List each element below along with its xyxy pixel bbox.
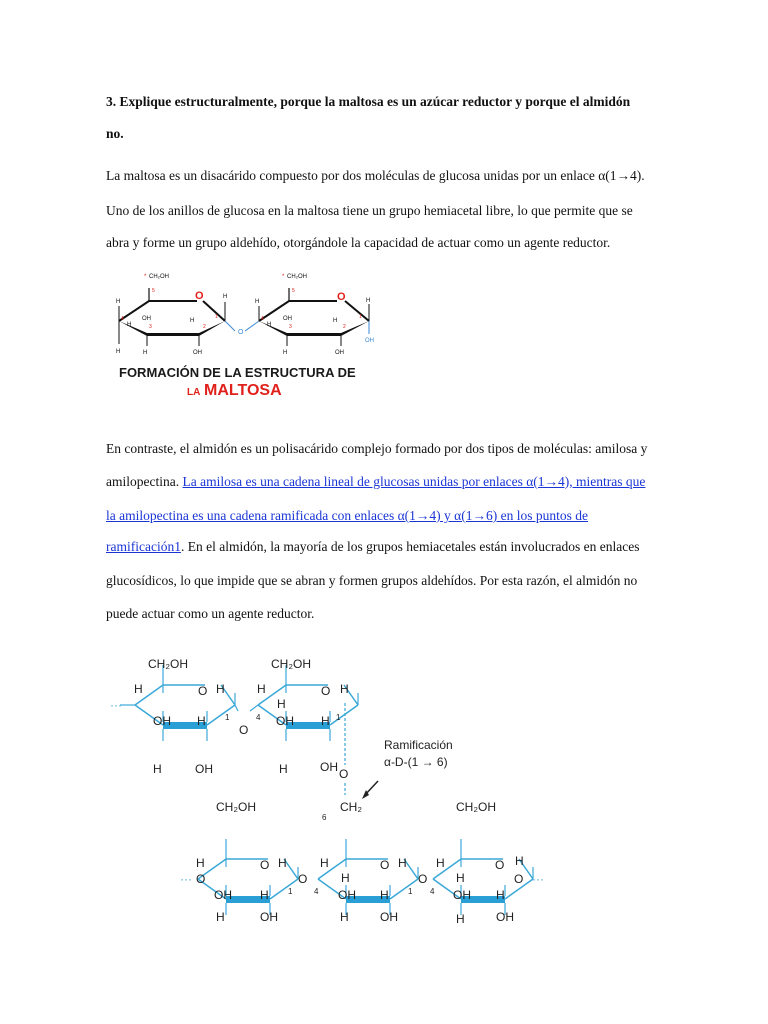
ch2oh-label: CH₂OH — [271, 657, 311, 671]
glycosidic-oxygen: O — [239, 723, 249, 737]
para2-line6: puede actuar como un agente reductor. — [106, 606, 315, 621]
para2-line4-text: . En el almidón, la mayoría de los grupos hemiacetales están involucrados en enlaces — [180, 539, 640, 554]
carbon-number: 2 — [203, 324, 206, 330]
chain-continuation-dots: ··· — [180, 872, 192, 886]
ch2-label: CH₂ — [340, 800, 362, 814]
h-label: H — [255, 299, 260, 305]
glycosidic-oxygen: O — [514, 872, 524, 886]
h-label: H — [321, 714, 330, 728]
carbon-number: 4 — [261, 316, 264, 322]
h-label: H — [190, 318, 195, 324]
h-label: H — [116, 349, 121, 355]
para1-line2: Uno de los anillos de glucosa en la maltosa tiene un grupo hemiacetal libre, lo que permite que se — [106, 203, 633, 218]
h-label: H — [456, 871, 465, 885]
ch2oh-label: CH₂OH — [149, 274, 169, 280]
question-heading-line1: 3. Explique estructuralmente, porque la maltosa es un azúcar reductor y porque el almidón — [106, 94, 631, 109]
oh-label: OH — [320, 760, 338, 774]
carbon-number: 3 — [149, 324, 152, 330]
branch-oxygen: O — [339, 767, 349, 781]
oh-label: OH — [283, 316, 292, 322]
carbon-number: 1 — [288, 887, 293, 896]
h-label: H — [216, 910, 225, 924]
oh-label: OH — [453, 888, 471, 902]
carbon-number: 1 — [225, 713, 230, 722]
ring-oxygen: O — [260, 858, 270, 872]
h-label: H — [134, 682, 143, 696]
carbon-number: 4 — [314, 887, 319, 896]
oh-label: OH — [335, 350, 344, 356]
banner-maltosa: MALTOSA — [204, 382, 282, 399]
maltose-structure-figure — [107, 264, 377, 412]
h-label: H — [398, 856, 407, 870]
h-label: H — [223, 294, 228, 300]
carbon-number: 1 — [336, 713, 341, 722]
ring-oxygen-label: O — [337, 291, 346, 303]
h-label: H — [380, 888, 389, 902]
oh-label: OH — [496, 910, 514, 924]
h-label: H — [116, 299, 121, 305]
amilopectina-link[interactable]: la amilopectina es una cadena ramificada con enlaces α(1→4) y α(1→6) en los puntos de — [106, 508, 588, 523]
h-label: H — [197, 714, 206, 728]
h-label: H — [340, 910, 349, 924]
carbon-number: 4 — [256, 713, 261, 722]
carbon-number: 2 — [343, 324, 346, 330]
carbon-number: 4 — [121, 316, 124, 322]
amilosa-link[interactable]: La amilosa es una cadena lineal de glucosas unidas por enlaces α(1→4), mientras que — [182, 474, 646, 489]
h-label: H — [456, 912, 465, 926]
glucose-ring — [318, 839, 418, 915]
h-label: H — [496, 888, 505, 902]
ch2oh-label: CH₂OH — [148, 657, 188, 671]
h-label: H — [320, 856, 329, 870]
ramificacion-link[interactable]: ramificación1 — [106, 539, 181, 554]
h-label: H — [216, 682, 225, 696]
amylopectin-structure-figure — [110, 645, 550, 930]
h-label: H — [143, 350, 148, 356]
oh-label: OH — [195, 762, 213, 776]
carbon-number: 5 — [152, 288, 155, 294]
para2-line5: glucosídicos, lo que impide que se abran y formen grupos aldehídos. Por esta razón, el almidón no — [106, 573, 638, 588]
ch2oh-label: CH₂OH — [216, 800, 256, 814]
glycosidic-oxygen: O — [298, 872, 308, 886]
star-mark: * — [144, 274, 147, 280]
carbon-number: 3 — [289, 324, 292, 330]
carbon-number: 1 — [359, 314, 362, 320]
h-label: H — [278, 856, 287, 870]
oh-label: OH — [214, 888, 232, 902]
ring-oxygen: O — [321, 684, 331, 698]
glycosidic-oxygen: O — [196, 872, 206, 886]
para2-line2-text: amilopectina. — [106, 474, 183, 489]
carbon-number: 6 — [322, 813, 327, 822]
para2-line3 — [106, 508, 588, 524]
h-label: H — [333, 318, 338, 324]
ch2oh-label: CH₂OH — [456, 800, 496, 814]
h-label: H — [260, 888, 269, 902]
oh-label: OH — [193, 350, 202, 356]
banner-title-line1: FORMACIÓN DE LA ESTRUCTURA DE — [119, 365, 356, 380]
oh-label: OH — [276, 714, 294, 728]
bridge-oxygen-label: O — [238, 329, 244, 336]
h-label: H — [436, 856, 445, 870]
branch-label-line2: α-D-(1 → 6) — [384, 755, 448, 769]
carbon-number: 1 — [408, 887, 413, 896]
chain-continuation-dots: ··· — [532, 872, 544, 886]
carbon-number: 5 — [292, 288, 295, 294]
ring-oxygen: O — [198, 684, 208, 698]
h-label: H — [267, 322, 272, 328]
oh-label: OH — [260, 910, 278, 924]
oh-label: OH — [380, 910, 398, 924]
ring-oxygen: O — [380, 858, 390, 872]
h-label: H — [257, 682, 266, 696]
carbon-number: 1 — [215, 314, 218, 320]
para2-line2 — [106, 474, 645, 490]
h-label: H — [366, 298, 371, 304]
question-heading-line2: no. — [106, 126, 124, 141]
h-label: H — [127, 322, 132, 328]
h-label: H — [153, 762, 162, 776]
glucose-ring — [258, 665, 358, 741]
h-label: H — [341, 871, 350, 885]
maltose-ring-right — [259, 288, 369, 346]
h-label: H — [283, 350, 288, 356]
h-label: H — [340, 682, 349, 696]
carbon-number: 4 — [430, 887, 435, 896]
oh-label: OH — [153, 714, 171, 728]
oh-label: OH — [338, 888, 356, 902]
h-label: H — [279, 762, 288, 776]
glucose-ring — [135, 665, 235, 741]
ring-oxygen-label: O — [195, 290, 204, 302]
branch-label-line1: Ramificación — [384, 738, 453, 752]
ring-oxygen: O — [495, 858, 505, 872]
star-mark: * — [282, 274, 285, 280]
anomeric-oh-label: OH — [365, 338, 374, 344]
h-label: H — [277, 697, 286, 711]
chain-continuation-dots: ··· — [110, 698, 122, 712]
oh-label: OH — [142, 316, 151, 322]
para2-line1: En contraste, el almidón es un polisacárido complejo formado por dos tipos de moléculas: amilosa y — [106, 441, 648, 456]
glucose-ring — [198, 839, 298, 915]
para1-line1: La maltosa es un disacárido compuesto por dos moléculas de glucosa unidas por un enlace α(1→4). — [106, 168, 645, 183]
h-label: H — [515, 854, 524, 868]
ch2oh-label: CH₂OH — [287, 274, 307, 280]
para1-line3: abra y forme un grupo aldehído, otorgándole la capacidad de actuar como un agente reductor. — [106, 235, 611, 250]
para2-line4 — [106, 539, 639, 555]
banner-la: LA — [187, 387, 201, 398]
glycosidic-oxygen: O — [418, 872, 428, 886]
h-label: H — [196, 856, 205, 870]
